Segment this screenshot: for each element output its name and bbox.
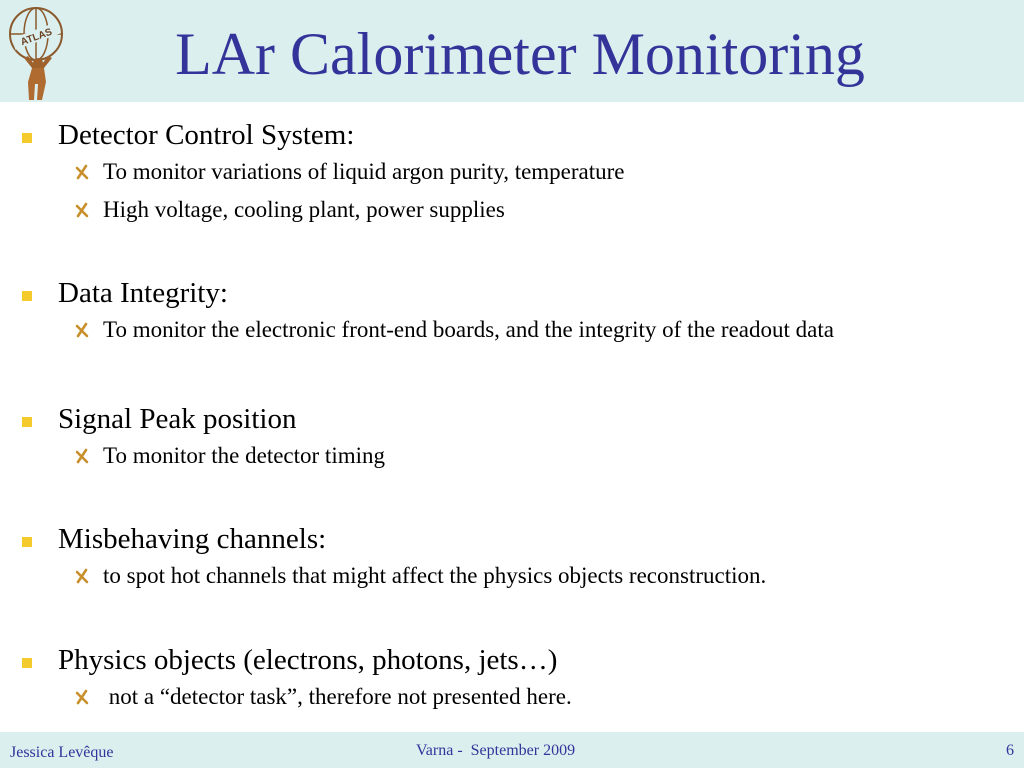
list-item	[0, 557, 1024, 595]
cross-bullet-icon	[75, 689, 89, 705]
sub-item-label: to spot hot channels that might affect the physics objects reconstruction.	[103, 563, 767, 588]
square-bullet-icon	[22, 133, 32, 143]
list-item	[0, 521, 1024, 557]
section-detector-control	[0, 117, 1024, 229]
cross-bullet-icon	[75, 164, 89, 180]
atlas-logo-icon	[2, 0, 74, 102]
list-item	[0, 311, 1024, 349]
square-bullet-icon	[22, 417, 32, 427]
main-item-label: Misbehaving channels:	[58, 523, 327, 555]
section-physics-objects	[0, 642, 1024, 716]
square-bullet-icon	[22, 658, 32, 668]
sub-item-label: not a “detector task”, therefore not presented here.	[103, 684, 572, 709]
list-item	[0, 642, 1024, 678]
slide-content	[0, 102, 1024, 732]
list-item	[0, 191, 1024, 229]
square-bullet-icon	[22, 291, 32, 301]
page-number: 6	[1006, 742, 1014, 759]
footer-event: Varna - September 2009	[416, 742, 576, 759]
cross-bullet-icon	[75, 568, 89, 584]
sub-item-label: To monitor variations of liquid argon purity, temperature	[103, 159, 625, 184]
main-item-label: Detector Control System:	[58, 119, 355, 151]
main-item-label: Signal Peak position	[58, 403, 297, 435]
slide-footer	[0, 732, 1024, 768]
logo-text: ATLAS	[19, 26, 54, 49]
list-item	[0, 153, 1024, 191]
sub-item-label: High voltage, cooling plant, power supplies	[103, 197, 505, 222]
slide-header	[0, 0, 1024, 102]
section-misbehaving-channels	[0, 521, 1024, 595]
sub-item-label: To monitor the electronic front-end boards, and the integrity of the readout data	[103, 317, 834, 342]
slide-title: LAr Calorimeter Monitoring	[175, 21, 865, 87]
footer-author: Jessica Levêque	[10, 744, 114, 761]
list-item	[0, 117, 1024, 153]
list-item	[0, 678, 1024, 716]
cross-bullet-icon	[75, 448, 89, 464]
main-item-label: Data Integrity:	[58, 277, 228, 309]
section-signal-peak	[0, 401, 1024, 475]
sub-item-label: To monitor the detector timing	[103, 443, 385, 468]
list-item	[0, 275, 1024, 311]
cross-bullet-icon	[75, 202, 89, 218]
main-item-label: Physics objects (electrons, photons, jets…)	[58, 644, 558, 676]
cross-bullet-icon	[75, 322, 89, 338]
square-bullet-icon	[22, 537, 32, 547]
list-item	[0, 401, 1024, 437]
section-data-integrity	[0, 275, 1024, 349]
list-item	[0, 437, 1024, 475]
